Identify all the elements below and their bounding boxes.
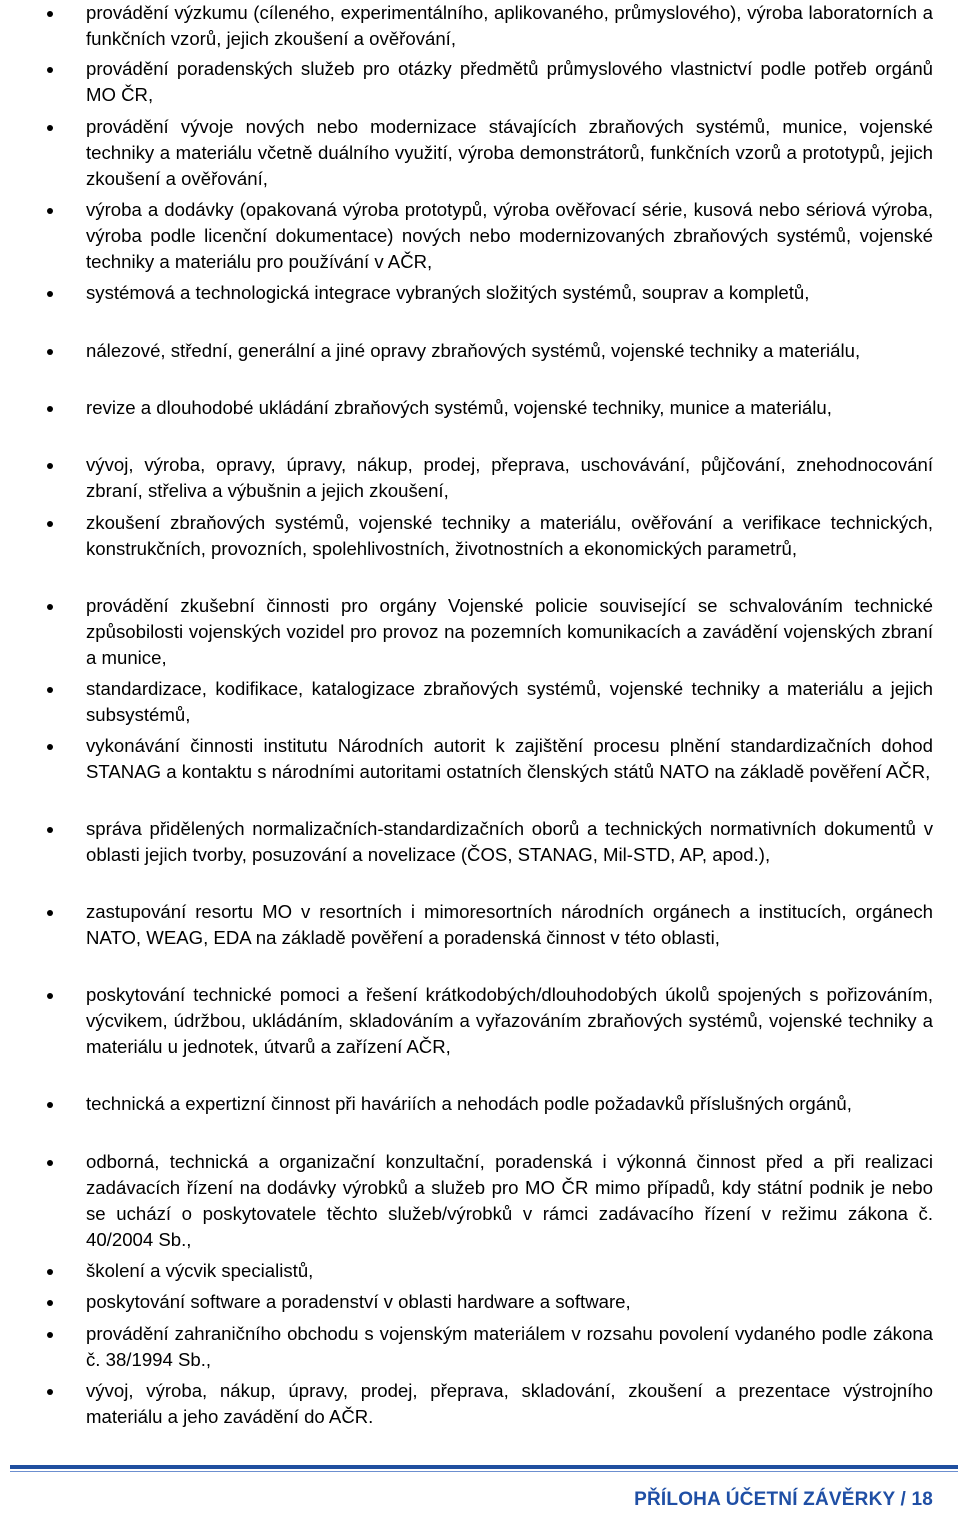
bullet-icon (47, 1389, 53, 1395)
bullet-icon (47, 604, 53, 610)
list-item-text: vývoj, výroba, opravy, úpravy, nákup, prodej, přeprava, uschovávání, půjčování, znehodnocování zbraní, střeliva a výbušnin a jejich zkoušení, (86, 454, 933, 501)
list-item-text: výroba a dodávky (opakovaná výroba prototypů, výroba ověřovací série, kusová nebo sériová výroba, výroba podle licenční dokumentace) nových nebo modernizovaných zbraňových systémů, vojenské techniky a materiálu pro používání v AČR, (86, 199, 933, 272)
bullet-icon (47, 208, 53, 214)
list-item-text: provádění výzkumu (cíleného, experimentálního, aplikovaného, průmyslového), výroba laboratorních a funkčních vzorů, jejich zkoušení a ověřování, (86, 2, 933, 49)
list-item-text: nálezové, střední, generální a jiné opravy zbraňových systémů, vojenské techniky a materiálu, (86, 340, 861, 361)
bullet-icon (47, 744, 53, 750)
list-item-text: odborná, technická a organizační konzultační, poradenská i výkonná činnost před a při realizaci zadávacích řízení na dodávky výrobků a služeb pro MO ČR mimo případů, kdy státní podnik je nebo se uchází o poskytovatele těchto služeb/výrobků v rámci zadávacího řízení v režimu zákona č. 40/2004 Sb., (86, 1151, 933, 1250)
bullet-icon (47, 687, 53, 693)
list-item-text: zkoušení zbraňových systémů, vojenské techniky a materiálu, ověřování a verifikace technických, konstrukčních, provozních, spolehlivostních, životnostních a ekonomických parametrů, (86, 512, 933, 559)
list-item-text: vývoj, výroba, nákup, úpravy, prodej, přeprava, skladování, zkoušení a prezentace výstrojního materiálu a jeho zavádění do AČR. (86, 1380, 933, 1427)
bullet-icon (47, 521, 53, 527)
list-item-text: školení a výcvik specialistů, (86, 1260, 314, 1281)
bullet-icon (47, 463, 53, 469)
bullet-icon (47, 1160, 53, 1166)
bullet-icon (47, 993, 53, 999)
list-item-text: standardizace, kodifikace, katalogizace zbraňových systémů, vojenské techniky a materiálu a jejich subsystémů, (86, 678, 933, 725)
page-footer-caption: PŘÍLOHA ÚČETNÍ ZÁVĚRKY / 18 (634, 1489, 933, 1510)
list-item-text: provádění zahraničního obchodu s vojenským materiálem v rozsahu povolení vydaného podle zákona č. 38/1994 Sb., (86, 1323, 933, 1370)
list-item-text: systémová a technologická integrace vybraných složitých systémů, souprav a kompletů, (86, 282, 810, 303)
list-item-text: vykonávání činnosti institutu Národních autorit k zajištění procesu plnění standardizačních dohod STANAG a kontaktu s národními autoritami ostatních členských států NATO na základě pověření AČR, (86, 735, 933, 782)
list-item-text: zastupování resortu MO v resortních i mimoresortních národních orgánech a institucích, orgánech NATO, WEAG, EDA na základě pověření a poradenská činnost v této oblasti, (86, 901, 933, 948)
list-item-text: provádění poradenských služeb pro otázky předmětů průmyslového vlastnictví podle potřeb orgánů MO ČR, (86, 58, 933, 105)
list-item-text: poskytování software a poradenství v oblasti hardware a software, (86, 1291, 631, 1312)
bullet-icon (47, 291, 53, 297)
bullet-icon (47, 349, 53, 355)
list-item-text: správa přidělených normalizačních-standardizačních oborů a technických normativních dokumentů v oblasti jejich tvorby, posuzování a novelizace (ČOS, STANAG, Mil-STD, AP, apod.), (86, 818, 933, 865)
footer-divider-thin (10, 1471, 958, 1472)
bullet-icon (47, 827, 53, 833)
bullet-icon (47, 1300, 53, 1306)
list-item-text: technická a expertizní činnost při haváriích a nehodách podle požadavků příslušných orgánů, (86, 1093, 852, 1114)
bullet-icon (47, 1102, 53, 1108)
list-item-text: provádění zkušební činnosti pro orgány Vojenské policie související se schvalováním technické způsobilosti vojenských vozidel pro provoz na pozemních komunikacích a zavádění vojenských zbraní a munice, (86, 595, 933, 668)
bullet-icon (47, 910, 53, 916)
bullet-icon (47, 125, 53, 131)
list-item-text: poskytování technické pomoci a řešení krátkodobých/dlouhodobých úkolů spojených s pořizováním, výcvikem, údržbou, ukládáním, skladováním a vyřazováním zbraňových systémů, vojenské techniky a materiálu u jednotek, útvarů a zařízení AČR, (86, 984, 933, 1057)
footer-divider (10, 1465, 958, 1469)
bullet-icon (47, 67, 53, 73)
bullet-icon (47, 1332, 53, 1338)
list-item-text: revize a dlouhodobé ukládání zbraňových systémů, vojenské techniky, munice a materiálu, (86, 397, 832, 418)
list-item-text: provádění vývoje nových nebo modernizace stávajících zbraňových systémů, munice, vojenské techniky a materiálu včetně duálního využití, výroba demonstrátorů, funkčních vzorů a prototypů, jejich zkoušení a ověřování, (86, 116, 933, 189)
bullet-icon (47, 11, 53, 17)
bullet-icon (47, 1269, 53, 1275)
bullet-icon (47, 406, 53, 412)
